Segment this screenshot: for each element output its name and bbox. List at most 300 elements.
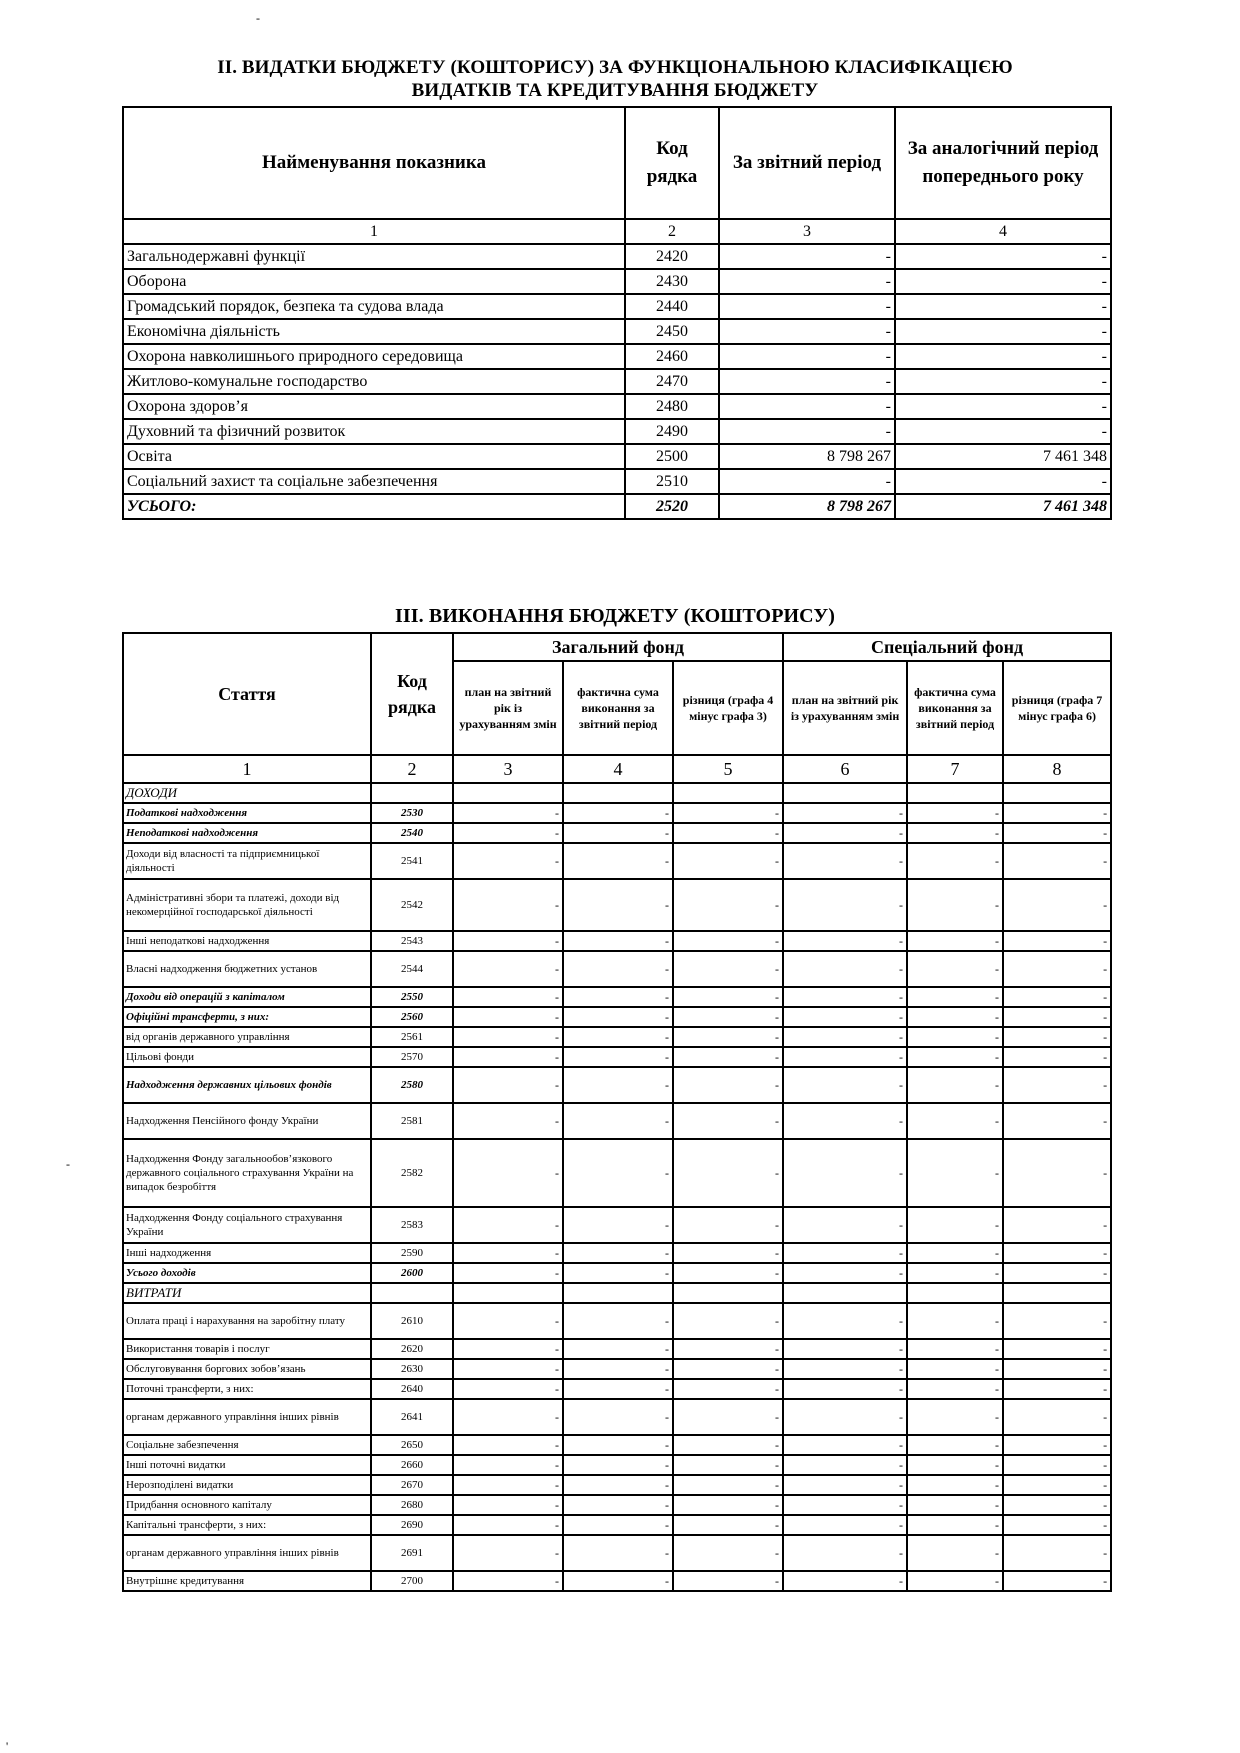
actual-general-value: -	[563, 879, 673, 931]
diff-special-value: -	[1003, 1007, 1111, 1027]
line-code: 2583	[371, 1207, 453, 1243]
diff-general-value: -	[673, 1207, 783, 1243]
line-code: 2490	[625, 419, 719, 444]
budget-execution-table	[122, 632, 1112, 1592]
diff-special-value: -	[1003, 823, 1111, 843]
current-period-value: -	[719, 369, 895, 394]
plan-special-value: -	[783, 1007, 907, 1027]
diff-special-value: -	[1003, 1339, 1111, 1359]
actual-general-value: -	[563, 1243, 673, 1263]
article-name: Внутрішнє кредитування	[123, 1571, 371, 1591]
article-name: ВИТРАТИ	[123, 1283, 371, 1303]
article-name: Податкові надходження	[123, 803, 371, 823]
line-code	[371, 1283, 453, 1303]
table-row	[123, 369, 1111, 394]
actual-general-value: -	[563, 843, 673, 879]
header-indicator-name: Найменування показника	[123, 107, 625, 219]
table-row	[123, 244, 1111, 269]
actual-general-value: -	[563, 1339, 673, 1359]
plan-special-value: -	[783, 1103, 907, 1139]
plan-special-value: -	[783, 931, 907, 951]
line-code: 2691	[371, 1535, 453, 1571]
table-row	[123, 1007, 1111, 1027]
actual-special-value: -	[907, 1571, 1003, 1591]
actual-special-value: -	[907, 1515, 1003, 1535]
plan-general-value	[453, 783, 563, 803]
previous-period-value: -	[895, 369, 1111, 394]
line-code: 2510	[625, 469, 719, 494]
article-name: Використання товарів і послуг	[123, 1339, 371, 1359]
actual-general-value: -	[563, 1475, 673, 1495]
line-code: 2540	[371, 823, 453, 843]
table-row	[123, 823, 1111, 843]
diff-special-value: -	[1003, 951, 1111, 987]
line-code: 2542	[371, 879, 453, 931]
plan-special-value: -	[783, 1515, 907, 1535]
actual-special-value: -	[907, 823, 1003, 843]
diff-general-value: -	[673, 1007, 783, 1027]
previous-period-value: 7 461 348	[895, 444, 1111, 469]
actual-general-value: -	[563, 1379, 673, 1399]
line-code: 2500	[625, 444, 719, 469]
actual-special-value: -	[907, 1475, 1003, 1495]
article-name: Доходи від операцій з капіталом	[123, 987, 371, 1007]
diff-special-value: -	[1003, 1515, 1111, 1535]
header-article: Стаття	[123, 633, 371, 755]
header-line-code: Код рядка	[371, 633, 453, 755]
plan-general-value: -	[453, 1435, 563, 1455]
column-number: 1	[123, 219, 625, 244]
plan-special-value: -	[783, 843, 907, 879]
diff-general-value: -	[673, 1495, 783, 1515]
line-code: 2581	[371, 1103, 453, 1139]
diff-special-value: -	[1003, 1359, 1111, 1379]
actual-general-value: -	[563, 1515, 673, 1535]
diff-special-value: -	[1003, 1399, 1111, 1435]
table-row	[123, 1359, 1111, 1379]
table-row	[123, 1207, 1111, 1243]
plan-general-value: -	[453, 1027, 563, 1047]
actual-special-value: -	[907, 987, 1003, 1007]
actual-special-value: -	[907, 1047, 1003, 1067]
line-code: 2460	[625, 344, 719, 369]
plan-special-value: -	[783, 951, 907, 987]
line-code: 2640	[371, 1379, 453, 1399]
indicator-name: Соціальний захист та соціальне забезпечення	[123, 469, 625, 494]
indicator-name: Духовний та фізичний розвиток	[123, 419, 625, 444]
table-row	[123, 1475, 1111, 1495]
line-code: 2700	[371, 1571, 453, 1591]
diff-special-value: -	[1003, 1103, 1111, 1139]
plan-special-value: -	[783, 879, 907, 931]
previous-period-value: -	[895, 244, 1111, 269]
diff-general-value: -	[673, 1067, 783, 1103]
diff-general-value	[673, 783, 783, 803]
table-row	[123, 1027, 1111, 1047]
diff-special-value: -	[1003, 1571, 1111, 1591]
table-row	[123, 879, 1111, 931]
table-row	[123, 951, 1111, 987]
article-name: Обслуговування боргових зобов’язань	[123, 1359, 371, 1379]
diff-special-value: -	[1003, 1495, 1111, 1515]
line-code: 2580	[371, 1067, 453, 1103]
plan-special-value: -	[783, 1495, 907, 1515]
previous-period-value: -	[895, 344, 1111, 369]
table-row	[123, 294, 1111, 319]
table-row	[123, 1515, 1111, 1535]
table-row	[123, 1399, 1111, 1435]
plan-special-value: -	[783, 1067, 907, 1103]
article-name: від органів державного управління	[123, 1027, 371, 1047]
line-code: 2620	[371, 1339, 453, 1359]
actual-special-value	[907, 783, 1003, 803]
line-code: 2600	[371, 1263, 453, 1283]
plan-general-value: -	[453, 1495, 563, 1515]
line-code: 2561	[371, 1027, 453, 1047]
diff-special-value: -	[1003, 987, 1111, 1007]
indicator-name: Громадський порядок, безпека та судова влада	[123, 294, 625, 319]
header-special-fund: Спеціальний фонд	[783, 633, 1111, 661]
plan-special-value: -	[783, 1535, 907, 1571]
actual-general-value: -	[563, 1455, 673, 1475]
diff-general-value: -	[673, 1047, 783, 1067]
article-name: Надходження Пенсійного фонду України	[123, 1103, 371, 1139]
table-row	[123, 1339, 1111, 1359]
plan-general-value: -	[453, 823, 563, 843]
diff-special-value: -	[1003, 1139, 1111, 1207]
header-diff-general: різниця (графа 4 мінус графа 3)	[673, 661, 783, 755]
diff-general-value: -	[673, 951, 783, 987]
table-row	[123, 1067, 1111, 1103]
table-row	[123, 1379, 1111, 1399]
article-name: Інші надходження	[123, 1243, 371, 1263]
actual-special-value: -	[907, 1139, 1003, 1207]
plan-general-value: -	[453, 1339, 563, 1359]
total-previous: 7 461 348	[895, 494, 1111, 519]
indicator-name: Загальнодержавні функції	[123, 244, 625, 269]
actual-special-value: -	[907, 803, 1003, 823]
article-name: Надходження Фонду соціального страхування України	[123, 1207, 371, 1243]
plan-general-value: -	[453, 987, 563, 1007]
actual-general-value: -	[563, 1207, 673, 1243]
diff-general-value: -	[673, 1399, 783, 1435]
table-row	[123, 1303, 1111, 1339]
article-name: Поточні трансферти, з них:	[123, 1379, 371, 1399]
actual-general-value: -	[563, 823, 673, 843]
diff-special-value: -	[1003, 1435, 1111, 1455]
line-code: 2470	[625, 369, 719, 394]
plan-special-value	[783, 783, 907, 803]
actual-general-value: -	[563, 1359, 673, 1379]
plan-general-value: -	[453, 1207, 563, 1243]
column-number: 2	[625, 219, 719, 244]
actual-special-value	[907, 1283, 1003, 1303]
table-header-row	[123, 107, 1111, 219]
current-period-value: -	[719, 269, 895, 294]
actual-special-value: -	[907, 951, 1003, 987]
line-code: 2630	[371, 1359, 453, 1379]
actual-special-value: -	[907, 1207, 1003, 1243]
plan-general-value: -	[453, 1535, 563, 1571]
plan-special-value: -	[783, 803, 907, 823]
article-name: Надходження державних цільових фондів	[123, 1067, 371, 1103]
column-number: 1	[123, 755, 371, 783]
diff-general-value: -	[673, 1339, 783, 1359]
diff-general-value: -	[673, 843, 783, 879]
diff-general-value: -	[673, 1475, 783, 1495]
actual-general-value	[563, 1283, 673, 1303]
plan-special-value: -	[783, 1139, 907, 1207]
line-code: 2541	[371, 843, 453, 879]
plan-general-value: -	[453, 1303, 563, 1339]
actual-general-value: -	[563, 1047, 673, 1067]
actual-special-value: -	[907, 1399, 1003, 1435]
line-code: 2582	[371, 1139, 453, 1207]
table-row	[123, 931, 1111, 951]
actual-general-value: -	[563, 1435, 673, 1455]
plan-special-value: -	[783, 1359, 907, 1379]
actual-special-value: -	[907, 1435, 1003, 1455]
actual-general-value: -	[563, 1067, 673, 1103]
expenditures-functional-table	[122, 106, 1112, 520]
table-row	[123, 987, 1111, 1007]
section3-title: III. ВИКОНАННЯ БЮДЖЕТУ (КОШТОРИСУ)	[394, 605, 835, 627]
table-row	[123, 1283, 1111, 1303]
current-period-value: -	[719, 394, 895, 419]
plan-general-value: -	[453, 1103, 563, 1139]
actual-special-value: -	[907, 1339, 1003, 1359]
previous-period-value: -	[895, 469, 1111, 494]
diff-special-value: -	[1003, 1303, 1111, 1339]
diff-general-value: -	[673, 1515, 783, 1535]
diff-special-value	[1003, 783, 1111, 803]
actual-general-value: -	[563, 1535, 673, 1571]
column-number: 6	[783, 755, 907, 783]
total-label: УСЬОГО:	[123, 494, 625, 519]
plan-special-value: -	[783, 1303, 907, 1339]
line-code: 2650	[371, 1435, 453, 1455]
line-code: 2610	[371, 1303, 453, 1339]
actual-special-value: -	[907, 1027, 1003, 1047]
previous-period-value: -	[895, 294, 1111, 319]
table-row	[123, 444, 1111, 469]
actual-general-value: -	[563, 1399, 673, 1435]
actual-general-value: -	[563, 1007, 673, 1027]
indicator-name: Житлово-комунальне господарство	[123, 369, 625, 394]
table-row	[123, 783, 1111, 803]
diff-general-value: -	[673, 931, 783, 951]
indicator-name: Охорона навколишнього природного середовища	[123, 344, 625, 369]
actual-general-value: -	[563, 1103, 673, 1139]
article-name: Інші поточні видатки	[123, 1455, 371, 1475]
actual-general-value: -	[563, 1571, 673, 1591]
column-number-row	[123, 219, 1111, 244]
plan-general-value: -	[453, 879, 563, 931]
table-row	[123, 1103, 1111, 1139]
indicator-name: Освіта	[123, 444, 625, 469]
actual-general-value: -	[563, 1139, 673, 1207]
current-period-value: -	[719, 419, 895, 444]
line-code: 2680	[371, 1495, 453, 1515]
plan-general-value: -	[453, 1399, 563, 1435]
article-name: органам державного управління інших рівнів	[123, 1535, 371, 1571]
article-name: Цільові фонди	[123, 1047, 371, 1067]
table-row	[123, 269, 1111, 294]
plan-special-value: -	[783, 1571, 907, 1591]
diff-general-value: -	[673, 1359, 783, 1379]
article-name: Соціальне забезпечення	[123, 1435, 371, 1455]
actual-special-value: -	[907, 1007, 1003, 1027]
diff-special-value: -	[1003, 931, 1111, 951]
diff-special-value: -	[1003, 1027, 1111, 1047]
header-diff-special: різниця (графа 7 мінус графа 6)	[1003, 661, 1111, 755]
plan-special-value: -	[783, 1047, 907, 1067]
article-name: Інші неподаткові надходження	[123, 931, 371, 951]
line-code: 2544	[371, 951, 453, 987]
plan-special-value: -	[783, 1027, 907, 1047]
header-general-fund: Загальний фонд	[453, 633, 783, 661]
total-row	[123, 494, 1111, 519]
plan-general-value: -	[453, 1379, 563, 1399]
scan-mark: -	[256, 11, 260, 25]
line-code: 2641	[371, 1399, 453, 1435]
header-current-period: За звітний період	[719, 107, 895, 219]
plan-general-value: -	[453, 1263, 563, 1283]
indicator-name: Оборона	[123, 269, 625, 294]
actual-special-value: -	[907, 931, 1003, 951]
column-number: 7	[907, 755, 1003, 783]
table-row	[123, 1435, 1111, 1455]
line-code: 2440	[625, 294, 719, 319]
line-code: 2430	[625, 269, 719, 294]
article-name: Неподаткові надходження	[123, 823, 371, 843]
actual-special-value: -	[907, 1067, 1003, 1103]
line-code: 2690	[371, 1515, 453, 1535]
plan-special-value: -	[783, 1263, 907, 1283]
diff-general-value: -	[673, 803, 783, 823]
article-name: Нерозподілені видатки	[123, 1475, 371, 1495]
plan-general-value: -	[453, 1139, 563, 1207]
column-number: 4	[563, 755, 673, 783]
column-number: 3	[719, 219, 895, 244]
plan-special-value: -	[783, 1455, 907, 1475]
diff-general-value: -	[673, 879, 783, 931]
table-row	[123, 1263, 1111, 1283]
header-previous-period: За аналогічний період попереднього року	[895, 107, 1111, 219]
diff-general-value: -	[673, 1455, 783, 1475]
diff-special-value: -	[1003, 1475, 1111, 1495]
table-row	[123, 1495, 1111, 1515]
current-period-value: -	[719, 319, 895, 344]
diff-general-value: -	[673, 1243, 783, 1263]
actual-general-value: -	[563, 1303, 673, 1339]
diff-special-value: -	[1003, 1455, 1111, 1475]
previous-period-value: -	[895, 319, 1111, 344]
diff-general-value: -	[673, 1435, 783, 1455]
plan-general-value: -	[453, 1067, 563, 1103]
plan-general-value: -	[453, 1455, 563, 1475]
table-row	[123, 419, 1111, 444]
line-code: 2560	[371, 1007, 453, 1027]
article-name: органам державного управління інших рівнів	[123, 1399, 371, 1435]
table-row	[123, 394, 1111, 419]
header-plan-general: план на звітний рік із урахуванням змін	[453, 661, 563, 755]
plan-special-value	[783, 1283, 907, 1303]
diff-general-value: -	[673, 823, 783, 843]
actual-general-value: -	[563, 1495, 673, 1515]
plan-special-value: -	[783, 987, 907, 1007]
line-code: 2570	[371, 1047, 453, 1067]
plan-general-value: -	[453, 1243, 563, 1263]
header-actual-special: фактична сума виконання за звітний період	[907, 661, 1003, 755]
table-row	[123, 843, 1111, 879]
diff-special-value: -	[1003, 1067, 1111, 1103]
diff-general-value: -	[673, 1027, 783, 1047]
table-row	[123, 1535, 1111, 1571]
diff-general-value: -	[673, 1379, 783, 1399]
current-period-value: 8 798 267	[719, 444, 895, 469]
actual-special-value: -	[907, 843, 1003, 879]
actual-general-value: -	[563, 1027, 673, 1047]
header-line-code: Код рядка	[625, 107, 719, 219]
line-code: 2420	[625, 244, 719, 269]
line-code: 2530	[371, 803, 453, 823]
article-name: Надходження Фонду загальнообов’язкового державного соціального страхування України на випадок безробіття	[123, 1139, 371, 1207]
diff-special-value: -	[1003, 843, 1111, 879]
diff-general-value: -	[673, 1303, 783, 1339]
actual-special-value: -	[907, 1455, 1003, 1475]
diff-general-value: -	[673, 987, 783, 1007]
line-code: 2590	[371, 1243, 453, 1263]
article-name: Офіційні трансферти, з них:	[123, 1007, 371, 1027]
line-code: 2550	[371, 987, 453, 1007]
table-row	[123, 1243, 1111, 1263]
actual-special-value: -	[907, 1263, 1003, 1283]
plan-special-value: -	[783, 1207, 907, 1243]
section2-title-line1: II. ВИДАТКИ БЮДЖЕТУ (КОШТОРИСУ) ЗА ФУНКЦІОНАЛЬНОЮ КЛАСИФІКАЦІЄЮ	[217, 57, 1013, 78]
plan-general-value: -	[453, 843, 563, 879]
section2-title-line2: ВИДАТКІВ ТА КРЕДИТУВАННЯ БЮДЖЕТУ	[411, 80, 819, 101]
article-name: Оплата праці і нарахування на заробітну плату	[123, 1303, 371, 1339]
plan-special-value: -	[783, 1339, 907, 1359]
article-name: ДОХОДИ	[123, 783, 371, 803]
article-name: Капітальні трансферти, з них:	[123, 1515, 371, 1535]
table-row	[123, 1455, 1111, 1475]
line-code: 2480	[625, 394, 719, 419]
total-current: 8 798 267	[719, 494, 895, 519]
plan-general-value: -	[453, 1359, 563, 1379]
line-code: 2450	[625, 319, 719, 344]
column-number: 5	[673, 755, 783, 783]
current-period-value: -	[719, 469, 895, 494]
plan-special-value: -	[783, 1243, 907, 1263]
article-name: Придбання основного капіталу	[123, 1495, 371, 1515]
plan-general-value: -	[453, 1571, 563, 1591]
diff-general-value: -	[673, 1139, 783, 1207]
indicator-name: Економічна діяльність	[123, 319, 625, 344]
scan-mark: '	[6, 1739, 9, 1753]
line-code	[371, 783, 453, 803]
plan-general-value: -	[453, 803, 563, 823]
header-plan-special: план на звітний рік із урахуванням змін	[783, 661, 907, 755]
actual-general-value: -	[563, 1263, 673, 1283]
total-code: 2520	[625, 494, 719, 519]
column-number-row	[123, 755, 1111, 783]
diff-special-value	[1003, 1283, 1111, 1303]
diff-general-value: -	[673, 1263, 783, 1283]
actual-special-value: -	[907, 1103, 1003, 1139]
plan-special-value: -	[783, 1379, 907, 1399]
